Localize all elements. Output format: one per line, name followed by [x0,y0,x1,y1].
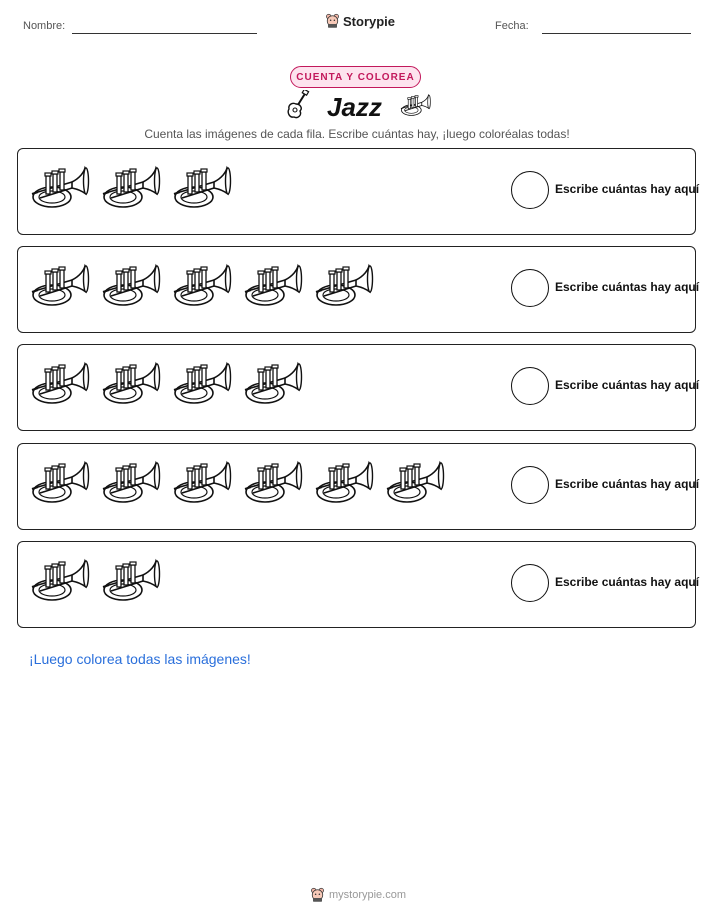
trumpet-icon [101,262,161,312]
date-write-line [542,33,691,34]
answer-circle[interactable] [511,564,549,602]
trumpet-icon [30,557,90,607]
answer-label: Escribe cuántas hay aquí [555,280,700,294]
answer-label: Escribe cuántas hay aquí [555,182,700,196]
trumpet-icon [243,262,303,312]
trumpet-icon [101,360,161,410]
answer-label: Escribe cuántas hay aquí [555,575,700,589]
trumpet-icon [101,164,161,214]
site-url: mystorypie.com [329,889,407,901]
storypie-logo [325,13,395,29]
icon-group [30,360,303,410]
trumpet-icon [101,557,161,607]
answer-circle[interactable] [511,367,549,405]
trumpet-icon [172,164,232,214]
answer-circle[interactable] [511,466,549,504]
instructions-text: Cuenta las imágenes de cada fila. Escribe cuántas hay, ¡luego coloréalas todas! [144,127,570,141]
icon-group [30,262,374,312]
trumpet-icon [30,459,90,509]
icon-group [30,164,232,214]
answer-label: Escribe cuántas hay aquí [555,378,700,392]
counting-row [17,344,700,431]
activity-badge: CUENTA Y COLOREA [290,66,421,88]
counting-row [17,246,700,333]
worksheet-title: Jazz [327,92,382,122]
trumpet-icon [243,459,303,509]
site-footer [310,887,406,903]
bear-mascot-icon [310,887,325,903]
icon-group [30,459,445,509]
answer-circle[interactable] [511,269,549,307]
guitar-icon [286,90,310,120]
trumpet-icon [30,262,90,312]
counting-row [17,541,700,628]
bear-mascot-icon [325,13,340,29]
trumpet-icon [101,459,161,509]
trumpet-icon [385,459,445,509]
trumpet-icon [30,360,90,410]
trumpet-icon [314,262,374,312]
name-write-line [72,33,257,34]
icon-group [30,557,161,607]
answer-label: Escribe cuántas hay aquí [555,477,700,491]
trumpet-icon [314,459,374,509]
trumpet-icon [399,93,432,119]
counting-row [17,443,700,530]
answer-circle[interactable] [511,171,549,209]
trumpet-icon [172,360,232,410]
name-label: Nombre: [23,20,66,32]
trumpet-icon [172,459,232,509]
logo-text: Storypie [343,13,396,29]
trumpet-icon [172,262,232,312]
color-instruction: ¡Luego colorea todas las imágenes! [29,651,251,667]
trumpet-icon [30,164,90,214]
date-label: Fecha: [495,20,529,32]
trumpet-icon [243,360,303,410]
counting-row [17,148,700,235]
